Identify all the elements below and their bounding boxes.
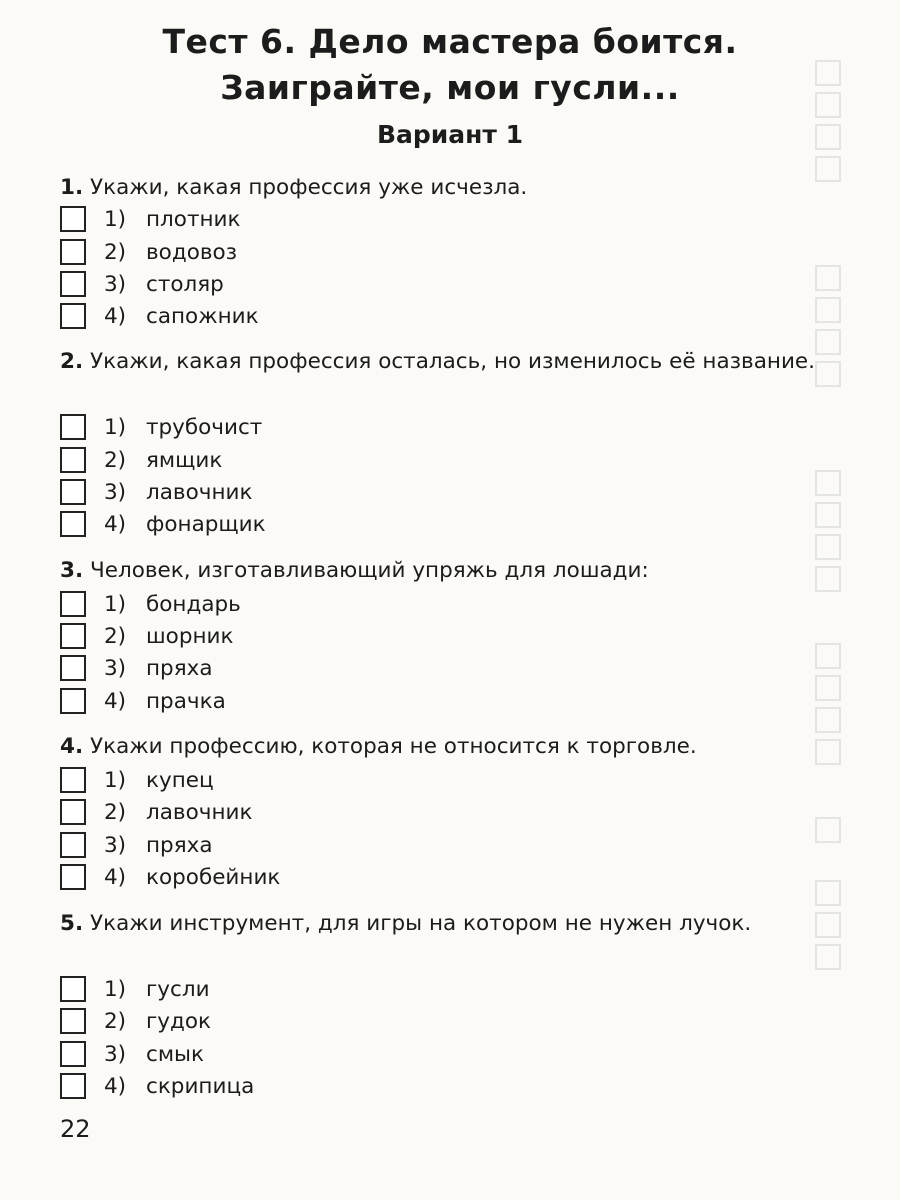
option-number: 2)	[104, 239, 127, 265]
option-number: 3)	[104, 271, 127, 297]
option-number: 1)	[104, 414, 127, 440]
test-title-line2: Заиграйте, мои гусли...	[220, 68, 680, 107]
option-text: плотник	[146, 206, 241, 232]
option-number: 4)	[104, 864, 127, 890]
option-text: ямщик	[146, 447, 223, 473]
option-number: 4)	[104, 511, 127, 537]
question-text: Укажи, какая профессия осталась, но изменилось её название.	[89, 349, 815, 374]
answer-checkbox[interactable]	[60, 591, 86, 617]
option-text: гусли	[146, 976, 210, 1002]
question-2	[60, 346, 842, 378]
answer-option[interactable]	[60, 444, 222, 476]
answer-option[interactable]	[60, 411, 262, 443]
answer-checkbox[interactable]	[60, 688, 86, 714]
option-number: 2)	[104, 799, 127, 825]
answer-option[interactable]	[60, 829, 213, 861]
question-3	[60, 555, 842, 587]
option-number: 1)	[104, 206, 127, 232]
question-text: Укажи профессию, которая не относится к торговле.	[89, 734, 697, 759]
question-number: 2.	[60, 349, 84, 374]
option-number: 1)	[104, 976, 127, 1002]
answer-option[interactable]	[60, 1070, 254, 1102]
option-number: 1)	[104, 591, 127, 617]
option-number: 4)	[104, 303, 127, 329]
option-number: 3)	[104, 655, 127, 681]
answer-option[interactable]	[60, 588, 241, 620]
answer-option[interactable]	[60, 796, 252, 828]
option-text: прачка	[146, 688, 226, 714]
question-number: 1.	[60, 175, 84, 200]
test-title-line1: Тест 6. Дело мастера боится.	[162, 22, 738, 61]
option-text: сапожник	[146, 303, 259, 329]
answer-checkbox[interactable]	[60, 767, 86, 793]
option-number: 3)	[104, 832, 127, 858]
answer-option[interactable]	[60, 973, 210, 1005]
option-text: смык	[146, 1041, 205, 1067]
answer-checkbox[interactable]	[60, 271, 86, 297]
answer-checkbox[interactable]	[60, 239, 86, 265]
question-1	[60, 172, 842, 204]
option-text: шорник	[146, 623, 234, 649]
option-number: 4)	[104, 688, 127, 714]
answer-option[interactable]	[60, 652, 213, 684]
option-number: 3)	[104, 1041, 127, 1067]
question-number: 5.	[60, 911, 84, 936]
answer-option[interactable]	[60, 1005, 211, 1037]
answer-checkbox[interactable]	[60, 832, 86, 858]
answer-option[interactable]	[60, 203, 241, 235]
option-number: 2)	[104, 623, 127, 649]
question-number: 4.	[60, 734, 84, 759]
answer-checkbox[interactable]	[60, 511, 86, 537]
option-number: 2)	[104, 1008, 127, 1034]
question-5	[60, 908, 842, 940]
question-text: Укажи инструмент, для игры на котором не нужен лучок.	[89, 911, 752, 936]
answer-checkbox[interactable]	[60, 655, 86, 681]
answer-checkbox[interactable]	[60, 206, 86, 232]
page-number: 22	[60, 1115, 91, 1143]
answer-checkbox[interactable]	[60, 479, 86, 505]
answer-checkbox[interactable]	[60, 1041, 86, 1067]
answer-option[interactable]	[60, 300, 259, 332]
option-text: фонарщик	[146, 511, 266, 537]
answer-option[interactable]	[60, 764, 214, 796]
option-number: 1)	[104, 767, 127, 793]
answer-checkbox[interactable]	[60, 1073, 86, 1099]
answer-option[interactable]	[60, 476, 252, 508]
answer-checkbox[interactable]	[60, 447, 86, 473]
answer-option[interactable]	[60, 236, 237, 268]
answer-option[interactable]	[60, 861, 280, 893]
answer-option[interactable]	[60, 268, 224, 300]
answer-option[interactable]	[60, 508, 266, 540]
question-text: Человек, изготавливающий упряжь для лошади:	[89, 558, 649, 583]
option-text: лавочник	[146, 479, 253, 505]
answer-option[interactable]	[60, 685, 226, 717]
question-4	[60, 731, 842, 763]
option-text: пряха	[146, 655, 213, 681]
option-text: столяр	[146, 271, 224, 297]
option-text: лавочник	[146, 799, 253, 825]
answer-checkbox[interactable]	[60, 303, 86, 329]
answer-checkbox[interactable]	[60, 976, 86, 1002]
answer-checkbox[interactable]	[60, 864, 86, 890]
answer-option[interactable]	[60, 620, 234, 652]
option-text: бондарь	[146, 591, 241, 617]
answer-checkbox[interactable]	[60, 799, 86, 825]
question-number: 3.	[60, 558, 84, 583]
option-number: 4)	[104, 1073, 127, 1099]
option-text: купец	[146, 767, 214, 793]
answer-option[interactable]	[60, 1038, 204, 1070]
answer-checkbox[interactable]	[60, 1008, 86, 1034]
option-number: 2)	[104, 447, 127, 473]
variant-heading: Вариант 1	[376, 120, 524, 149]
answer-checkbox[interactable]	[60, 414, 86, 440]
option-number: 3)	[104, 479, 127, 505]
option-text: водовоз	[146, 239, 238, 265]
answer-checkbox[interactable]	[60, 623, 86, 649]
option-text: скрипица	[146, 1073, 255, 1099]
option-text: пряха	[146, 832, 213, 858]
option-text: коробейник	[146, 864, 281, 890]
question-text: Укажи, какая профессия уже исчезла.	[89, 175, 528, 200]
option-text: гудок	[146, 1008, 212, 1034]
option-text: трубочист	[146, 414, 263, 440]
